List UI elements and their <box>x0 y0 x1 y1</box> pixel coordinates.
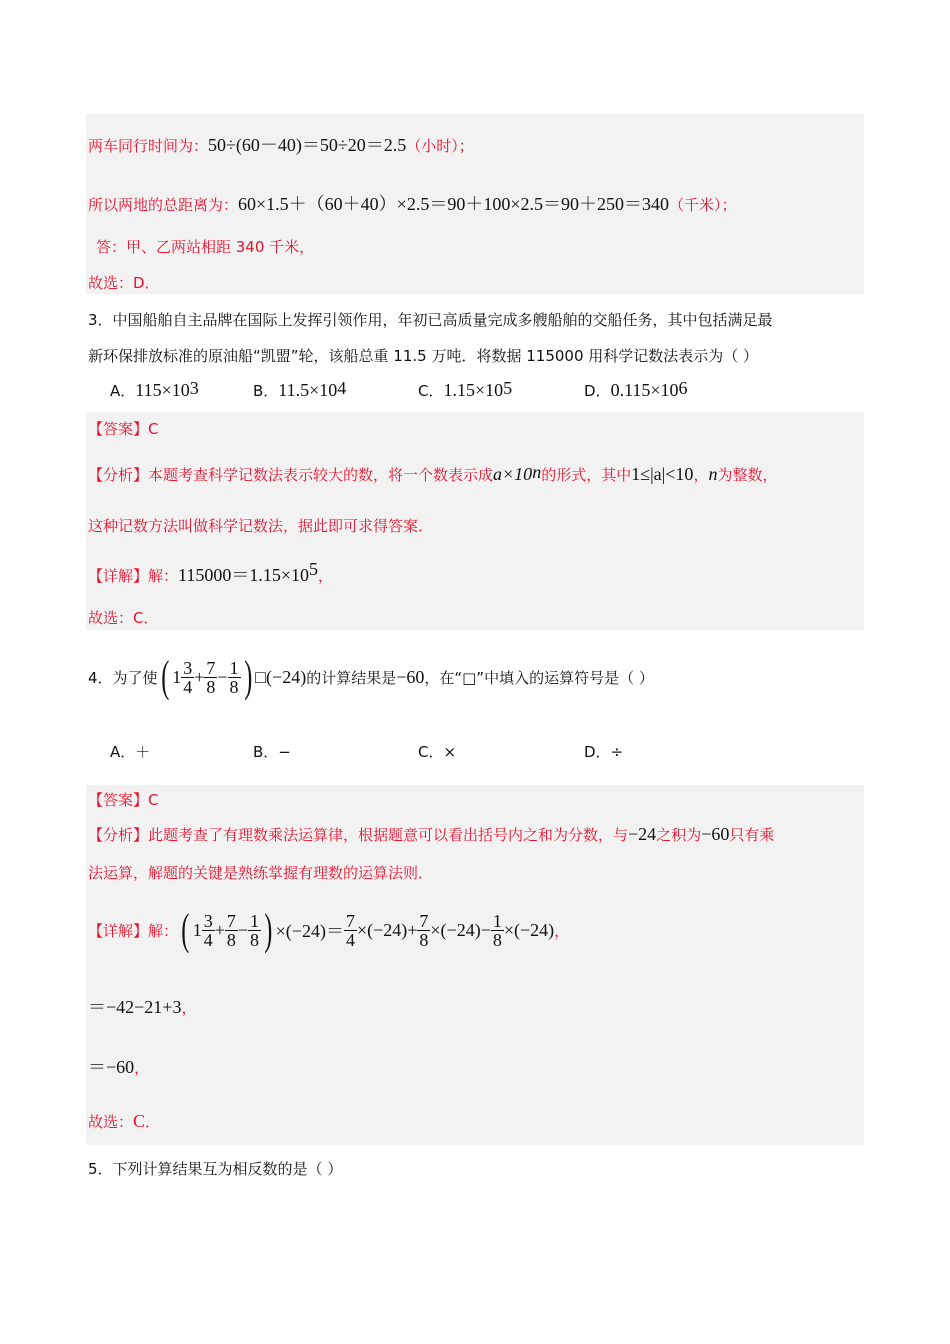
q4-option-c[interactable]: C．× <box>418 743 457 761</box>
q2-line1-math: 50÷(60－40)＝50÷20＝2.5 <box>208 135 407 155</box>
q4-step1: ＝−42−21+3， <box>88 997 197 1017</box>
q3-stem-line2: 新环保排放标准的原油船“凯盟”轮，该船总重 11.5 万吨．将数据 115000 用科学记数法表示为（ ） <box>88 347 759 365</box>
q3-option-d[interactable]: D．$0.115\times 10^6$ <box>584 378 688 400</box>
q4-choose: 故选：C． <box>88 1111 161 1131</box>
q2-choose: 故选：D． <box>88 274 160 292</box>
q4-answer: 【答案】C <box>88 791 159 809</box>
q2-line1 <box>88 131 474 157</box>
q3-stem-line1: 3．中国船舶自主品牌在国际上发挥引领作用，年初已高质量完成多艘船舶的交船任务，其中包括满足最 <box>88 311 773 329</box>
q3-option-c[interactable]: C．$1.15\times 10^5$ <box>418 378 513 400</box>
q5-stem: 5．下列计算结果互为相反数的是（ ） <box>88 1160 343 1178</box>
q3-option-a[interactable]: A．$115\times 10^3$ <box>110 378 199 400</box>
q4-option-b[interactable]: B．− <box>253 743 291 761</box>
q2-line2 <box>88 190 736 216</box>
q4-option-a[interactable]: A．＋ <box>110 743 151 761</box>
q2-line2-label: 所以两地的总距离为： <box>88 196 239 214</box>
q4-frac-1-8: $\frac{1}{8}$ <box>229 657 239 697</box>
q3-analysis-line2: 这种记数方法叫做科学记数法，据此即可求得答案． <box>88 517 434 535</box>
q2-line2-unit: （千米）； <box>668 196 737 214</box>
q4-analysis-line2: 法运算，解题的关键是熟练掌握有理数的运算法则． <box>88 864 434 882</box>
q4-option-d[interactable]: D．÷ <box>584 743 624 761</box>
q2-line2-math: 60×1.5＋（60＋40）×2.5＝90＋100×2.5＝90＋250＝340 <box>238 194 669 214</box>
q3-detail: 【详解】解：$115000=1.15\times 10^5$， <box>88 559 334 585</box>
q3-answer: 【答案】C <box>88 420 159 438</box>
q4-frac-7-8: $\frac{7}{8}$ <box>206 657 216 697</box>
q3-choose: 故选：C． <box>88 609 159 627</box>
q4-frac-3-4: $\frac{3}{4}$ <box>183 657 193 697</box>
q4-detail: 【详解】 解： ( 1 $\frac{3}{4}$ + $\frac{7}{8}$ − $\frac{1}{8}$ ) ×(−24)＝ $\frac{7}{4}$ ×(−24)+ $\frac{7}{8}$ ×(−24)− $\frac{1}{8}$ ×(−24) ， <box>88 905 570 954</box>
q2-answer-line: 答：甲、乙两站相距 340 千米， <box>96 238 315 256</box>
q4-step2: ＝−60， <box>88 1057 150 1077</box>
q3-option-b[interactable]: B．$11.5\times 10^4$ <box>253 378 347 400</box>
q3-analysis-line1: 【分析】本题考查科学记数法表示较大的数，将一个数表示成$a\times 10^n$的形式，其中1≤|a|<10，n为整数， <box>88 462 778 484</box>
q2-line1-unit: （小时）； <box>406 137 474 155</box>
q2-line1-label: 两车同行时间为： <box>88 137 209 155</box>
q4-analysis-line1: 【分析】此题考查了有理数乘法运算律，根据题意可以看出括号内之和为分数，与−24之积为−60只有乘 <box>88 824 775 844</box>
q4-stem: 4．为了使 ( 1 $\frac{3}{4}$ + $\frac{7}{8}$ − $\frac{1}{8}$ ) □ (−24) 的计算结果是 −60 ，在“□”中填入的运算符号是（ ） <box>88 652 654 701</box>
